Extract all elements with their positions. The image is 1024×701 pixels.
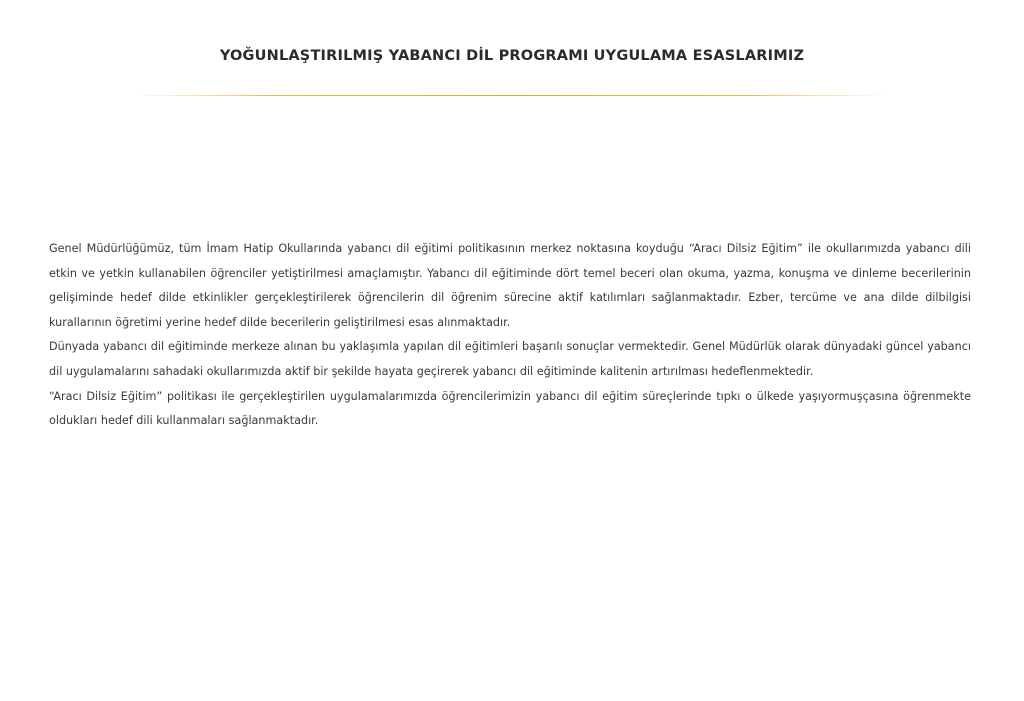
paragraph-1: Genel Müdürlüğümüz, tüm İmam Hatip Okullarında yabancı dil eğitimi politikasının merkez noktasına koyduğu “Aracı Dilsiz Eğitim” ile okullarımızda yabancı dili etkin ve yetkin kullanabilen öğrenciler yetiştirilmesi amaçlamıştır. Yabancı dil eğitiminde dört temel beceri olan okuma, yazma, konuşma ve dinleme becerilerinin gelişiminde hedef dilde etkinlikler gerçekleştirilerek öğrencilerin dil öğrenim sürecine aktif katılımları sağlanmaktadır. Ezber, tercüme ve ana dilde dilbilgisi kurallarının öğretimi yerine hedef dilde becerilerin geliştirilmesi esas alınmaktadır. [49, 242, 971, 329]
paragraph-2: Dünyada yabancı dil eğitiminde merkeze alınan bu yaklaşımla yapılan dil eğitimleri başarılı sonuçlar vermektedir. Genel Müdürlük olarak dünyadaki güncel yabancı dil uygulamalarını sahadaki okullarımızda aktif bir şekilde hayata geçirerek yabancı dil eğitiminde kalitenin artırılması hedeflenmektedir. [49, 340, 971, 378]
title-divider [132, 95, 889, 96]
article-body [49, 237, 971, 434]
paragraph-3: “Aracı Dilsiz Eğitim” politikası ile gerçekleştirilen uygulamalarımızda öğrencilerimizin yabancı dil eğitim süreçlerinde tıpkı o ülkede yaşıyormuşçasına öğrenmekte oldukları hedef dili kullanmaları sağlanmaktadır. [49, 389, 971, 428]
page-title: YOĞUNLAŞTIRILMIŞ YABANCI DİL PROGRAMI UYGULAMA ESASLARIMIZ [219, 48, 805, 64]
